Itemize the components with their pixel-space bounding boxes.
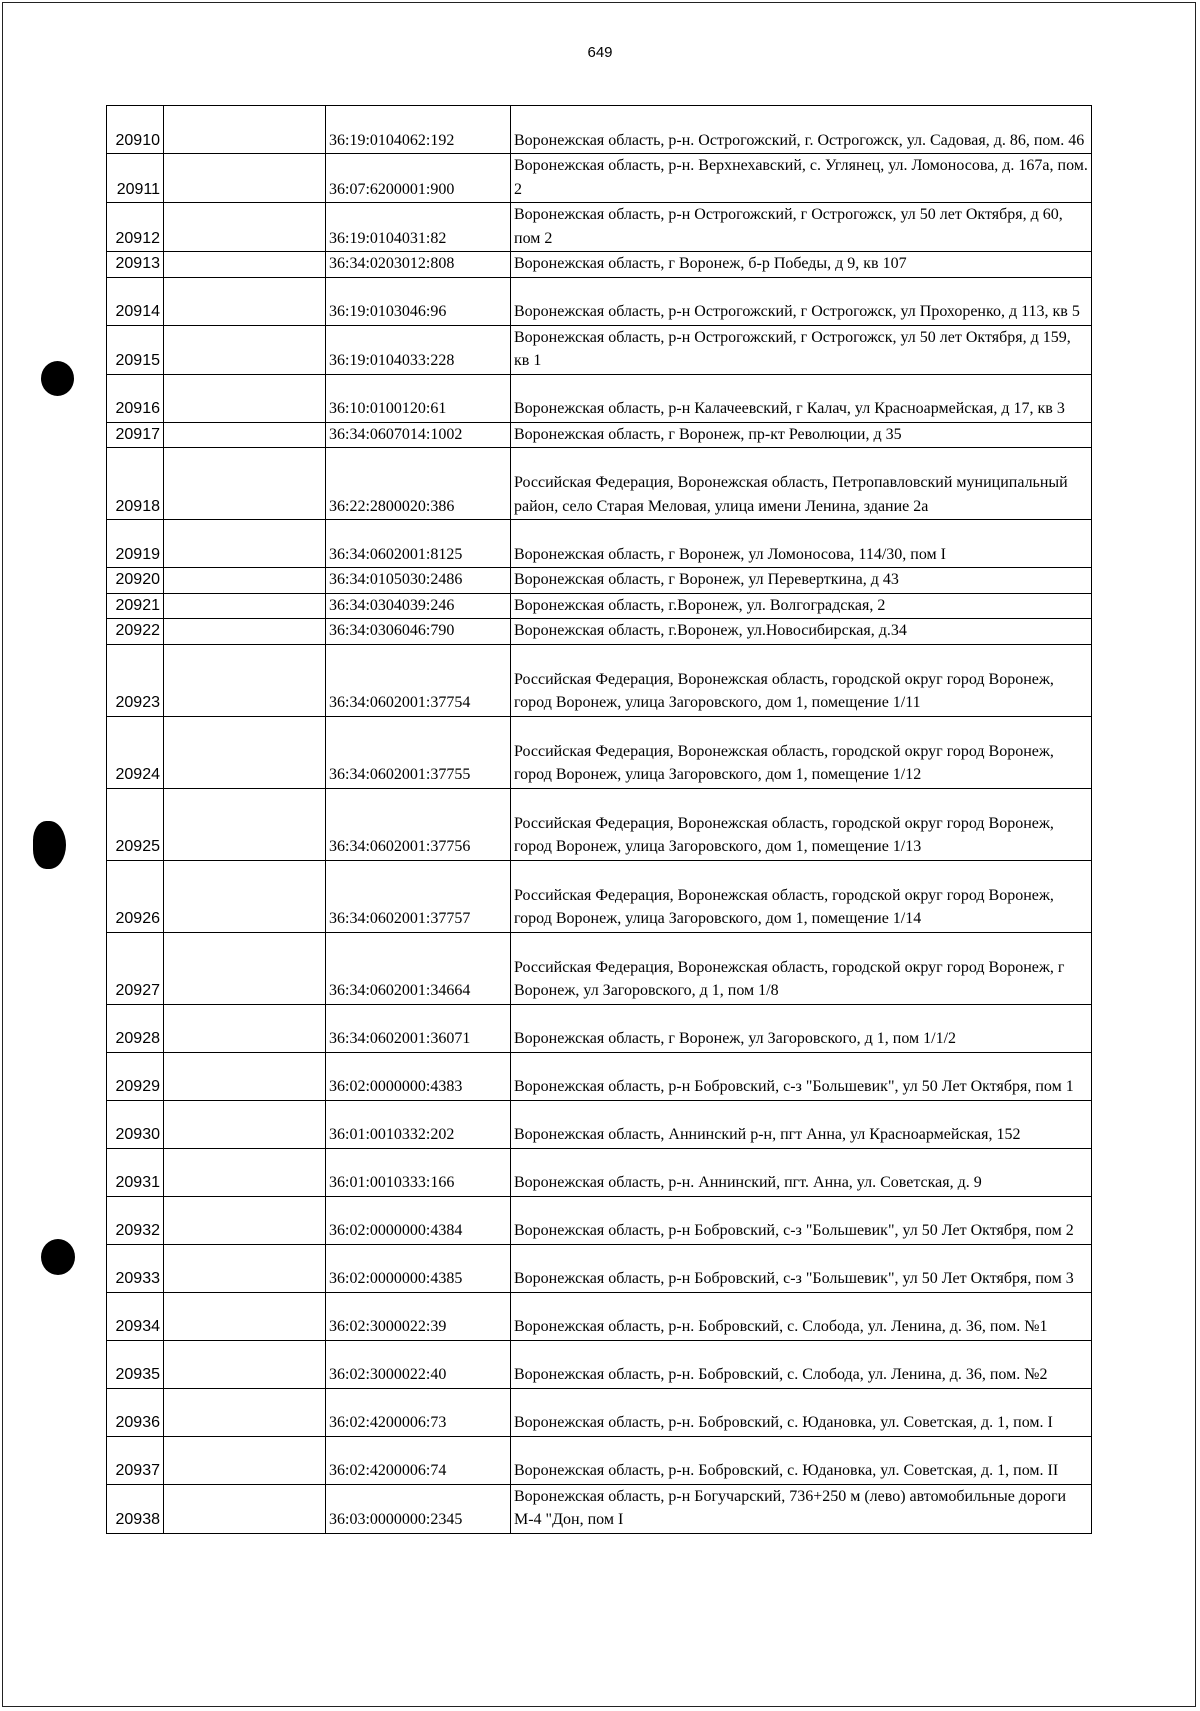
table-row <box>107 520 1092 568</box>
cadastral-number-cell: 36:34:0602001:37754 <box>326 644 511 716</box>
cadastral-number-cell: 36:02:4200006:73 <box>326 1388 511 1436</box>
address-cell: Воронежская область, р-н Острогожский, г Острогожск, ул Прохоренко, д 113, кв 5 <box>511 277 1092 325</box>
cadastral-number-cell: 36:19:0104062:192 <box>326 106 511 154</box>
row-number-cell: 20923 <box>107 644 164 716</box>
row-number-cell: 20929 <box>107 1052 164 1100</box>
empty-cell <box>164 106 326 154</box>
table-row <box>107 1388 1092 1436</box>
empty-cell <box>164 154 326 203</box>
cadastral-number-cell: 36:34:0602001:37755 <box>326 716 511 788</box>
address-cell: Российская Федерация, Воронежская область, городской округ город Воронеж, город Воронеж, улица Загоровского, дом 1, помещение 1/11 <box>511 644 1092 716</box>
cadastral-number-cell: 36:34:0602001:34664 <box>326 932 511 1004</box>
cadastral-number-cell: 36:02:0000000:4384 <box>326 1196 511 1244</box>
address-cell: Воронежская область, р-н Бобровский, с-з "Большевик", ул 50 Лет Октября, пом 3 <box>511 1244 1092 1292</box>
cadastral-number-cell: 36:19:0103046:96 <box>326 277 511 325</box>
row-number-cell: 20911 <box>107 154 164 203</box>
cadastral-number-cell: 36:34:0306046:790 <box>326 619 511 645</box>
empty-cell <box>164 619 326 645</box>
table-row <box>107 568 1092 594</box>
cadastral-number-cell: 36:03:0000000:2345 <box>326 1484 511 1533</box>
row-number-cell: 20934 <box>107 1292 164 1340</box>
table-row <box>107 1436 1092 1484</box>
row-number-cell: 20917 <box>107 422 164 448</box>
row-number-cell: 20938 <box>107 1484 164 1533</box>
table-row <box>107 1100 1092 1148</box>
address-cell: Воронежская область, р-н Бобровский, с-з "Большевик", ул 50 Лет Октября, пом 2 <box>511 1196 1092 1244</box>
row-number-cell: 20935 <box>107 1340 164 1388</box>
empty-cell <box>164 1340 326 1388</box>
empty-cell <box>164 788 326 860</box>
address-cell: Российская Федерация, Воронежская область, городской округ город Воронеж, город Воронеж, улица Загоровского, дом 1, помещение 1/14 <box>511 860 1092 932</box>
punch-hole-mark <box>41 361 74 396</box>
empty-cell <box>164 1244 326 1292</box>
row-number-cell: 20925 <box>107 788 164 860</box>
cadastral-number-cell: 36:34:0203012:808 <box>326 252 511 278</box>
empty-cell <box>164 1196 326 1244</box>
row-number-cell: 20926 <box>107 860 164 932</box>
row-number-cell: 20922 <box>107 619 164 645</box>
table-row <box>107 448 1092 520</box>
row-number-cell: 20937 <box>107 1436 164 1484</box>
empty-cell <box>164 203 326 252</box>
punch-hole-mark <box>33 821 66 869</box>
cadastral-number-cell: 36:10:0100120:61 <box>326 374 511 422</box>
row-number-cell: 20928 <box>107 1004 164 1052</box>
address-cell: Воронежская область, р-н Острогожский, г Острогожск, ул 50 лет Октября, д 60, пом 2 <box>511 203 1092 252</box>
empty-cell <box>164 252 326 278</box>
address-cell: Воронежская область, р-н Калачеевский, г Калач, ул Красноармейская, д 17, кв 3 <box>511 374 1092 422</box>
empty-cell <box>164 1052 326 1100</box>
empty-cell <box>164 1148 326 1196</box>
address-cell: Воронежская область, г Воронеж, ул Ломоносова, 114/30, пом I <box>511 520 1092 568</box>
empty-cell <box>164 1388 326 1436</box>
empty-cell <box>164 1436 326 1484</box>
row-number-cell: 20930 <box>107 1100 164 1148</box>
row-number-cell: 20914 <box>107 277 164 325</box>
empty-cell <box>164 1100 326 1148</box>
address-cell: Воронежская область, р-н. Бобровский, с. Слобода, ул. Ленина, д. 36, пом. №2 <box>511 1340 1092 1388</box>
cadastral-number-cell: 36:02:3000022:40 <box>326 1340 511 1388</box>
row-number-cell: 20919 <box>107 520 164 568</box>
row-number-cell: 20931 <box>107 1148 164 1196</box>
cadastral-number-cell: 36:01:0010333:166 <box>326 1148 511 1196</box>
cadastral-number-cell: 36:01:0010332:202 <box>326 1100 511 1148</box>
table-row <box>107 1148 1092 1196</box>
address-cell: Воронежская область, г Воронеж, пр-кт Революции, д 35 <box>511 422 1092 448</box>
row-number-cell: 20915 <box>107 325 164 374</box>
table-row <box>107 788 1092 860</box>
table-row <box>107 619 1092 645</box>
table-row <box>107 422 1092 448</box>
table-row <box>107 932 1092 1004</box>
table-row <box>107 716 1092 788</box>
cadastral-number-cell: 36:34:0607014:1002 <box>326 422 511 448</box>
row-number-cell: 20932 <box>107 1196 164 1244</box>
row-number-cell: 20927 <box>107 932 164 1004</box>
empty-cell <box>164 593 326 619</box>
table-row <box>107 277 1092 325</box>
empty-cell <box>164 520 326 568</box>
address-cell: Воронежская область, р-н Острогожский, г Острогожск, ул 50 лет Октября, д 159, кв 1 <box>511 325 1092 374</box>
table-row <box>107 1340 1092 1388</box>
row-number-cell: 20913 <box>107 252 164 278</box>
registry-table <box>106 105 1092 1534</box>
cadastral-number-cell: 36:34:0602001:37757 <box>326 860 511 932</box>
cadastral-number-cell: 36:34:0602001:37756 <box>326 788 511 860</box>
cadastral-number-cell: 36:34:0304039:246 <box>326 593 511 619</box>
row-number-cell: 20936 <box>107 1388 164 1436</box>
cadastral-number-cell: 36:34:0602001:8125 <box>326 520 511 568</box>
table-row <box>107 1004 1092 1052</box>
table-row <box>107 106 1092 154</box>
cadastral-number-cell: 36:02:4200006:74 <box>326 1436 511 1484</box>
address-cell: Воронежская область, р-н. Верхнехавский, с. Углянец, ул. Ломоносова, д. 167а, пом. 2 <box>511 154 1092 203</box>
address-cell: Воронежская область, г Воронеж, б-р Победы, д 9, кв 107 <box>511 252 1092 278</box>
address-cell: Российская Федерация, Воронежская область, городской округ город Воронеж, город Воронеж, улица Загоровского, дом 1, помещение 1/13 <box>511 788 1092 860</box>
registry-table-body <box>107 106 1092 1534</box>
cadastral-number-cell: 36:34:0105030:2486 <box>326 568 511 594</box>
table-row <box>107 644 1092 716</box>
address-cell: Воронежская область, г Воронеж, ул Переверткина, д 43 <box>511 568 1092 594</box>
table-row <box>107 374 1092 422</box>
row-number-cell: 20924 <box>107 716 164 788</box>
row-number-cell: 20918 <box>107 448 164 520</box>
empty-cell <box>164 1292 326 1340</box>
row-number-cell: 20921 <box>107 593 164 619</box>
empty-cell <box>164 1484 326 1533</box>
empty-cell <box>164 716 326 788</box>
empty-cell <box>164 277 326 325</box>
address-cell: Воронежская область, р-н. Бобровский, с. Юдановка, ул. Советская, д. 1, пом. I <box>511 1388 1092 1436</box>
address-cell: Воронежская область, г Воронеж, ул Загоровского, д 1, пом 1/1/2 <box>511 1004 1092 1052</box>
cadastral-number-cell: 36:34:0602001:36071 <box>326 1004 511 1052</box>
address-cell: Воронежская область, Аннинский р-н, пгт Анна, ул Красноармейская, 152 <box>511 1100 1092 1148</box>
address-cell: Воронежская область, р-н. Бобровский, с. Слобода, ул. Ленина, д. 36, пом. №1 <box>511 1292 1092 1340</box>
empty-cell <box>164 568 326 594</box>
row-number-cell: 20916 <box>107 374 164 422</box>
empty-cell <box>164 325 326 374</box>
address-cell: Российская Федерация, Воронежская область, городской округ город Воронеж, г Воронеж, ул Загоровского, д 1, пом 1/8 <box>511 932 1092 1004</box>
address-cell: Российская Федерация, Воронежская область, Петропавловский муниципальный район, село Старая Меловая, улица имени Ленина, здание 2а <box>511 448 1092 520</box>
cadastral-number-cell: 36:19:0104031:82 <box>326 203 511 252</box>
address-cell: Воронежская область, г.Воронеж, ул. Волгоградская, 2 <box>511 593 1092 619</box>
row-number-cell: 20910 <box>107 106 164 154</box>
cadastral-number-cell: 36:19:0104033:228 <box>326 325 511 374</box>
address-cell: Воронежская область, р-н Богучарский, 736+250 м (лево) автомобильные дороги М-4 "Дон, пом I <box>511 1484 1092 1533</box>
empty-cell <box>164 422 326 448</box>
address-cell: Воронежская область, г.Воронеж, ул.Новосибирская, д.34 <box>511 619 1092 645</box>
empty-cell <box>164 860 326 932</box>
address-cell: Воронежская область, р-н. Аннинский, пгт. Анна, ул. Советская, д. 9 <box>511 1148 1092 1196</box>
cadastral-number-cell: 36:07:6200001:900 <box>326 154 511 203</box>
table-row <box>107 860 1092 932</box>
row-number-cell: 20912 <box>107 203 164 252</box>
page-number: 649 <box>587 44 613 61</box>
table-row <box>107 252 1092 278</box>
table-row <box>107 203 1092 252</box>
empty-cell <box>164 1004 326 1052</box>
empty-cell <box>164 932 326 1004</box>
cadastral-number-cell: 36:02:0000000:4383 <box>326 1052 511 1100</box>
table-row <box>107 154 1092 203</box>
address-cell: Воронежская область, р-н. Острогожский, г. Острогожск, ул. Садовая, д. 86, пом. 46 <box>511 106 1092 154</box>
table-row <box>107 1196 1092 1244</box>
table-row <box>107 1484 1092 1533</box>
cadastral-number-cell: 36:02:3000022:39 <box>326 1292 511 1340</box>
address-cell: Российская Федерация, Воронежская область, городской округ город Воронеж, город Воронеж, улица Загоровского, дом 1, помещение 1/12 <box>511 716 1092 788</box>
empty-cell <box>164 374 326 422</box>
table-row <box>107 325 1092 374</box>
table-row <box>107 1292 1092 1340</box>
row-number-cell: 20920 <box>107 568 164 594</box>
table-row <box>107 1052 1092 1100</box>
cadastral-number-cell: 36:22:2800020:386 <box>326 448 511 520</box>
empty-cell <box>164 448 326 520</box>
table-row <box>107 1244 1092 1292</box>
row-number-cell: 20933 <box>107 1244 164 1292</box>
address-cell: Воронежская область, р-н. Бобровский, с. Юдановка, ул. Советская, д. 1, пом. II <box>511 1436 1092 1484</box>
table-row <box>107 593 1092 619</box>
cadastral-number-cell: 36:02:0000000:4385 <box>326 1244 511 1292</box>
address-cell: Воронежская область, р-н Бобровский, с-з "Большевик", ул 50 Лет Октября, пом 1 <box>511 1052 1092 1100</box>
empty-cell <box>164 644 326 716</box>
punch-hole-mark <box>41 1239 75 1275</box>
